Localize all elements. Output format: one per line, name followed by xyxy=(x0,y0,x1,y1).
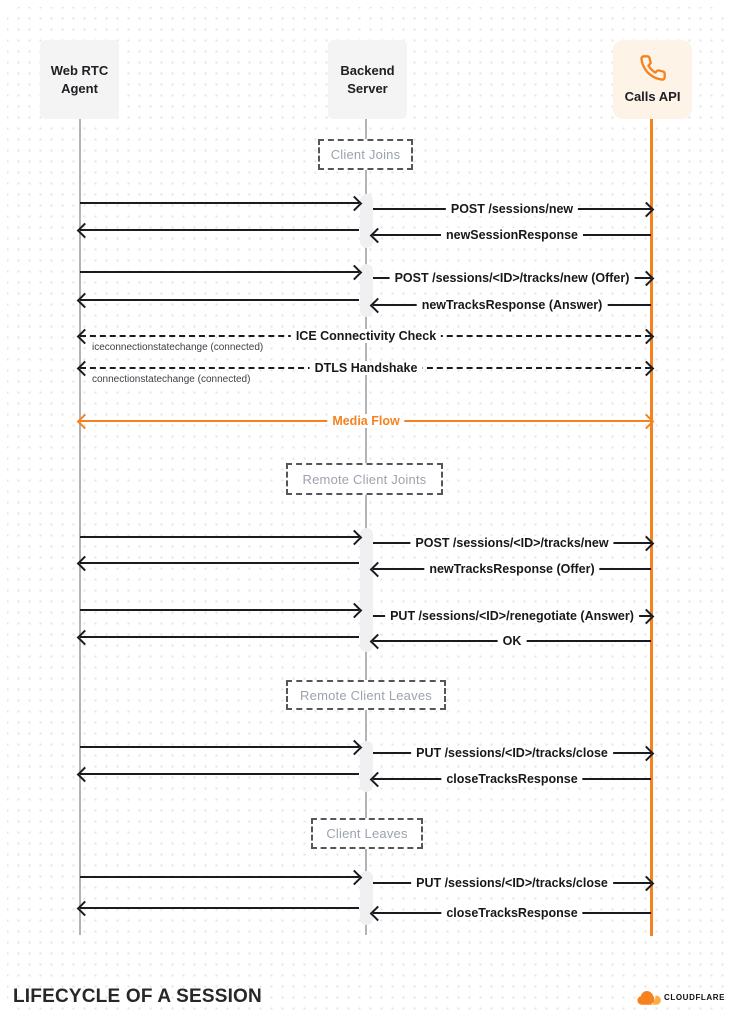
message-label: POST /sessions/new xyxy=(446,202,578,216)
relay-arrow-left xyxy=(80,773,359,775)
message-label: POST /sessions/<ID>/tracks/new (Offer) xyxy=(390,271,635,285)
relay-arrow-right xyxy=(80,746,359,748)
phase-client-joins xyxy=(318,139,413,170)
message-label: ICE Connectivity Check xyxy=(291,329,441,343)
message-note: connectionstatechange (connected) xyxy=(92,374,251,385)
phase-label: Client Joins xyxy=(330,147,401,162)
activation-bar xyxy=(360,741,373,792)
actor-backend-server xyxy=(328,40,407,119)
cloudflare-wordmark: CLOUDFLARE xyxy=(664,993,726,1002)
cloudflare-cloud-icon xyxy=(637,990,661,1005)
message-label: closeTracksResponse xyxy=(441,906,582,920)
actor-webrtc-agent-label: Web RTC Agent xyxy=(50,62,109,96)
relay-arrow-right xyxy=(80,876,359,878)
cloudflare-logo xyxy=(637,990,725,1005)
message-note: iceconnectionstatechange (connected) xyxy=(92,342,264,353)
relay-arrow-left xyxy=(80,299,359,301)
actor-calls-api xyxy=(613,40,692,119)
message-label: newTracksResponse (Answer) xyxy=(417,298,608,312)
relay-arrow-right xyxy=(80,609,359,611)
message-label: PUT /sessions/<ID>/tracks/close xyxy=(411,876,613,890)
phone-icon xyxy=(639,54,667,82)
phase-label: Remote Client Joints xyxy=(302,471,427,487)
message-label: OK xyxy=(498,634,527,648)
message-label: PUT /sessions/<ID>/tracks/close xyxy=(411,746,613,760)
relay-arrow-right xyxy=(80,536,359,538)
actor-backend-server-label: Backend Server xyxy=(340,62,395,96)
message-label: newSessionResponse xyxy=(441,228,583,242)
phase-label: Remote Client Leaves xyxy=(300,687,432,703)
relay-arrow-left xyxy=(80,562,359,564)
phase-label: Client Leaves xyxy=(326,826,408,841)
relay-arrow-left xyxy=(80,636,359,638)
message-label: DTLS Handshake xyxy=(310,361,423,375)
message-label: Media Flow xyxy=(327,414,404,428)
phase-client-leaves xyxy=(311,818,423,849)
message-label: closeTracksResponse xyxy=(441,772,582,786)
activation-bar xyxy=(360,194,373,248)
phase-remote-client-joins xyxy=(286,463,443,495)
phase-remote-client-leaves xyxy=(286,680,446,710)
message-label: newTracksResponse (Offer) xyxy=(424,562,599,576)
relay-arrow-right xyxy=(80,202,359,204)
page-title: LIFECYCLE OF A SESSION xyxy=(13,986,262,1007)
actor-webrtc-agent xyxy=(40,40,119,119)
relay-arrow-right xyxy=(80,271,359,273)
activation-bar xyxy=(360,528,373,652)
message-label: PUT /sessions/<ID>/renegotiate (Answer) xyxy=(385,609,639,623)
lifeline-calls-api xyxy=(650,119,653,936)
actor-calls-api-label: Calls API xyxy=(624,88,681,104)
lifeline-webrtc-agent xyxy=(79,119,81,935)
message-label: POST /sessions/<ID>/tracks/new xyxy=(410,536,613,550)
relay-arrow-left xyxy=(80,229,359,231)
activation-bar xyxy=(360,871,373,925)
relay-arrow-left xyxy=(80,907,359,909)
